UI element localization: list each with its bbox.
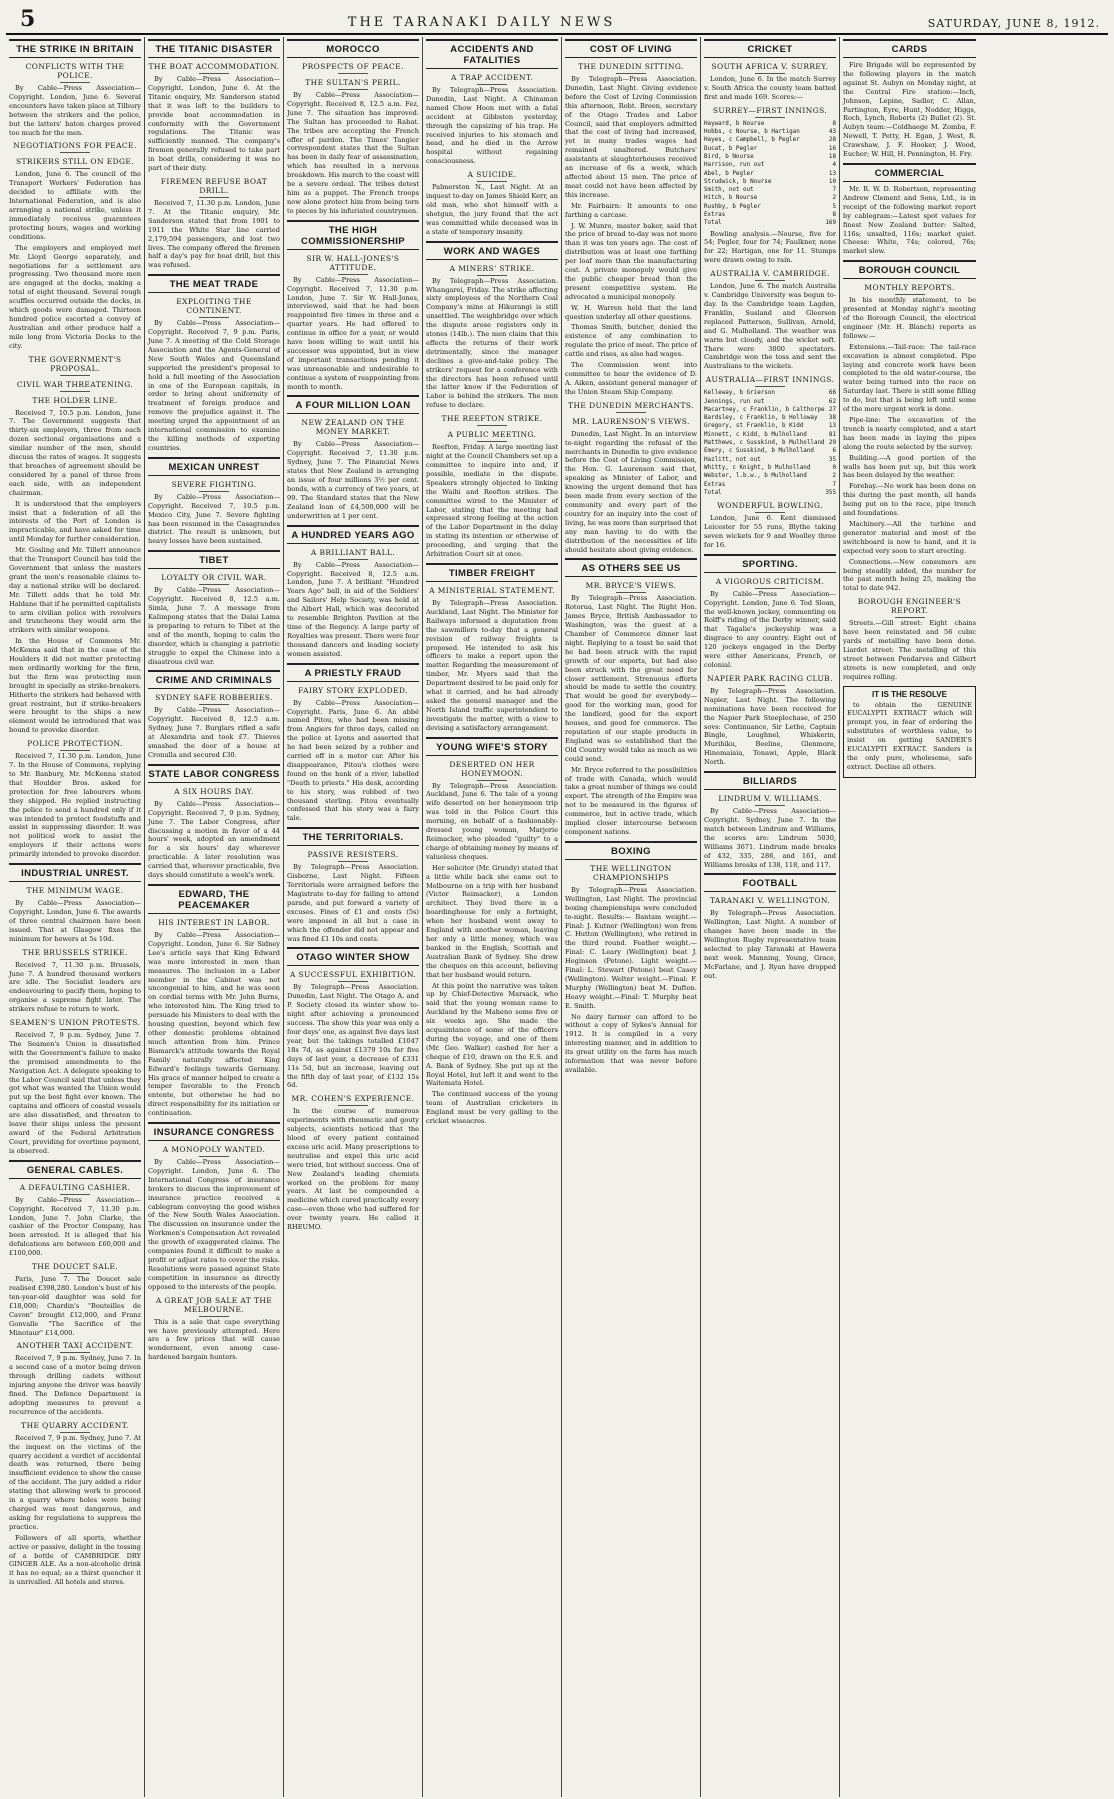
batsman: Hobbs, c Nourse, b Hartigan bbox=[704, 129, 800, 136]
subheading: A PUBLIC MEETING. bbox=[426, 430, 558, 442]
subheading: A BRILLIANT BALL. bbox=[287, 548, 419, 560]
score-row bbox=[704, 153, 836, 161]
column bbox=[145, 37, 284, 1797]
article-headline: CRICKET bbox=[704, 39, 836, 58]
paragraph: Thomas Smith, butcher, denied the existence of any combination to regulate the price of meat. The price of cattle and rises, as also had wages. bbox=[565, 323, 697, 359]
article-headline: INDUSTRIAL UNREST. bbox=[9, 863, 141, 882]
paragraph: It is understood that the employers insist that a federation of all the interests of the Port of London is impracticable, and have asked for time until Monday for further consideration. bbox=[9, 499, 141, 544]
article bbox=[287, 39, 419, 216]
batsman: Smith, not out bbox=[704, 187, 754, 194]
article bbox=[565, 39, 697, 397]
article bbox=[565, 841, 697, 1075]
batsman: Emery, c Susskind, b Mulholland bbox=[704, 448, 814, 455]
paragraph: Her solicitor (Mr. Grundy) stated that a little while back she came out to Melbourne on a trip with her husband (Victor Reimacker), a London architect. They lived there in a boardinghouse for only a fortnight, when her husband went away to England with another woman, leaving her only a little money, which was banked in the English, Scottish and Australian Bank of Sydney. She drew the cheques on this account, believing that her husband would return. bbox=[426, 863, 558, 979]
article bbox=[426, 39, 558, 237]
runs: 355 bbox=[825, 489, 836, 496]
column bbox=[284, 37, 423, 1797]
article bbox=[148, 457, 280, 546]
paragraph: In the course of numerous experiments with rheumatic and gouty subjects, scientists noticed that the blood of every patient contained excess uric acid. Many prescriptions to neutralise and expel this uric acid were tried, but without success. One of New Zealand's leading chemists worked on the problem for many years. At last he compounded a medicine which cured practically every case—even those who had suffered for over twenty years. He called it RHEUMO. bbox=[287, 1107, 419, 1232]
runs: 2 bbox=[832, 473, 836, 480]
score-row bbox=[704, 472, 836, 480]
paragraph: London, June 6. The council of the Transport Workers' Federation has decided to affiliate with the International Federation, and is also arranging a national strike, unless it immediately receives guarantees protecting hours, wages and working conditions. bbox=[9, 170, 141, 241]
score-row bbox=[704, 489, 836, 497]
runs: 7 bbox=[832, 481, 836, 488]
subheading: MONTHLY REPORTS. bbox=[843, 283, 976, 295]
subheading: THE SULTAN'S PERIL. bbox=[287, 78, 419, 90]
paragraph: By Cable—Press Association—Copyright. London, June 6. The awards of three central chairmen have been issued. That at Glasgow fixes the minimum for hewers at 5s 10d. bbox=[9, 899, 141, 943]
subheading: DESERTED ON HER HONEYMOON. bbox=[426, 760, 558, 781]
article-headline: CARDS bbox=[843, 39, 976, 58]
dateline: SATURDAY, JUNE 8, 1912. bbox=[927, 17, 1100, 30]
score-row bbox=[704, 161, 836, 169]
article bbox=[148, 274, 280, 453]
runs: 13 bbox=[828, 170, 836, 177]
paragraph: Mr. Fairbairn: It amounts to one farthing a carcase. bbox=[565, 201, 697, 219]
article bbox=[565, 401, 697, 555]
paragraph: By Cable—Press Association—Copyright. Received 8, 12.5 a.m. Sydney, June 7. Burglars rifled a safe at Alexandria and took £7. Thieves smashed the door of a house at Cronulla and secured £30. bbox=[148, 706, 280, 759]
subheading: A MINERS' STRIKE. bbox=[426, 264, 558, 276]
article bbox=[704, 771, 836, 869]
paragraph: By Telegraph—Press Association. Rotorua, Last Night. The Right Hon. James Bryce, British Ambassador to Washington, was the guest at a Chamber of Commerce dinner last night. Replying to a toast he said that he had been struck with the rapid growth of our exports, but had also been struck with the great need for closer settlement. Strenuous efforts should be made to settle the country. That would be good for everybody—good for the working man, good for the landlord, good for the export houses, and good for commerce. The reputation of our staple products in England was so established that the Old Country would take as much as we could send. bbox=[565, 594, 697, 763]
article bbox=[148, 39, 280, 270]
batsman: Total bbox=[704, 220, 722, 227]
paragraph: Building.—A good portion of the walls has been put up, but this work has been delayed by the weather. bbox=[843, 453, 976, 480]
column bbox=[6, 37, 145, 1797]
subheading: NEGOTIATIONS FOR PEACE. bbox=[9, 141, 141, 153]
article-headline: TIMBER FREIGHT bbox=[426, 563, 558, 582]
article bbox=[843, 163, 976, 256]
subheading: THE DUNEDIN SITTING. bbox=[565, 62, 697, 74]
column bbox=[701, 37, 840, 1797]
subheading: LINDRUM V. WILLIAMS. bbox=[704, 794, 836, 806]
paragraph: Connections.—New consumers are being steadily added, the number for the past month being 25, making the total to date 942. bbox=[843, 557, 976, 593]
article bbox=[843, 260, 976, 681]
score-row bbox=[704, 120, 836, 128]
paragraph: W. H. Warren held that the land question underlay all other questions. bbox=[565, 303, 697, 321]
article-headline: BOXING bbox=[565, 841, 697, 860]
paragraph: The continued success of the young team of Australian cricketers in England must be very galling to the cricket wiseacres. bbox=[426, 1090, 558, 1126]
article bbox=[287, 525, 419, 659]
article bbox=[9, 863, 141, 1156]
article-headline: YOUNG WIFE'S STORY bbox=[426, 737, 558, 756]
runs: 62 bbox=[828, 398, 836, 405]
article-headline: MEXICAN UNREST bbox=[148, 457, 280, 476]
runs: 8 bbox=[832, 120, 836, 127]
article-headline: BILLIARDS bbox=[704, 771, 836, 790]
subheading: THE REEFTON STRIKE. bbox=[426, 414, 558, 426]
paragraph: Received 7, 11.30 p.m. London, June 7. At the Titanic enquiry, Mr. Sanderson stated that from 1901 to 1911 the White Star line carried 2,179,594 passengers, and lost two lives. The company offered the firemen half a day's pay for boat drill, but this was refused. bbox=[148, 198, 280, 270]
subheading: AUSTRALIA V. CAMBRIDGE. bbox=[704, 269, 836, 281]
paragraph: Bowling analysis.—Nourse, five for 54; Pegler, four for 74; Faulkner, none for 22; Hartigan, one for 11. Stumps were drawn owing to rain. bbox=[704, 229, 836, 265]
subheading: HIS INTEREST IN LABOR. bbox=[148, 918, 280, 930]
subheading: ANOTHER TAXI ACCIDENT. bbox=[9, 1341, 141, 1353]
subheading: SYDNEY SAFE ROBBERIES. bbox=[148, 693, 280, 705]
article-headline: ACCIDENTS AND FATALITIES bbox=[426, 39, 558, 69]
subheading: THE WELLINGTON CHAMPIONSHIPS bbox=[565, 864, 697, 885]
paragraph: Received 7, 11.30 p.m. London, June 7. In the House of Commons, replying to Mr. Banbury, Mr. McKenna stated that Houlder Bros. asked for protection for free labourers whom they shipped. He replied instructing the police to send a hundred only if it was intended to protect foodstuffs and assist in suppressing disorder. It was not political work to assist the employers if their actions were primarily intended to provoke disorder. bbox=[9, 752, 141, 859]
subheading: A SIX HOURS DAY. bbox=[148, 787, 280, 799]
paragraph: Followers of all sports, whether active or passive, delight in the tossing of a bottle of CAMBRIDGE DRY GINGER ALE. As a non-alcoholic drink it has no equal; as a thirst quencher it is unrivalled. All hotels and stores. bbox=[9, 1533, 141, 1587]
score-row bbox=[704, 431, 836, 439]
runs: 43 bbox=[828, 129, 836, 136]
batsman: Bardsley, c Franklin, b Holloway bbox=[704, 415, 818, 422]
batsman: Hayes, c Campbell, b Pegler bbox=[704, 137, 800, 144]
paragraph: Received 7, 10.5 p.m. London, June 7. The Government suggests that thirty-six employers, three from each dozen sectional organisations and a similar number of the men, should discuss the rates of wages. It suggests that breaches of agreement should be considered by a panel of three from each side, with an independent chairman. bbox=[9, 408, 141, 497]
paragraph: By Cable—Press Association—Copyright. Received 8, 12.5 a.m. London, June 7. A brilliant "Hundred Years Ago" ball, in aid of the Soldiers' and Sailors' Help Society, was held at the Albert Hall, which was decorated to resemble Brighton Pavilion at the time of the Regency. A large party of Royalties was present. There were four thousand dancers and leading society women assisted. bbox=[287, 560, 419, 658]
article bbox=[287, 220, 419, 392]
paragraph: Mr. R. W. D. Robertson, representing Andrew Clement and Sons, Ltd., is in receipt of the following market report by cablegram:—Latest spot values for finest New Zealand butter: Salted, 116s; unsalted, 116s; market quiet. Cheese: White, 74s; colored, 76s; market slow. bbox=[843, 184, 976, 256]
subheading: SURREY—FIRST INNINGS. bbox=[704, 106, 836, 118]
score-row bbox=[704, 447, 836, 455]
subheading: BOROUGH ENGINEER'S REPORT. bbox=[843, 597, 976, 618]
article bbox=[704, 873, 836, 980]
article-headline: TIBET bbox=[148, 550, 280, 569]
article bbox=[426, 241, 558, 559]
paragraph: Received 7, 11.30 p.m. Brussels, June 7. A hundred thousand workers are idle. The Socialist leaders are endeavouring to pacify them, hoping to organise a supreme fight later. The strikers refuse to return to work. bbox=[9, 960, 141, 1014]
subheading: PASSIVE RESISTERS. bbox=[287, 850, 419, 862]
subheading: POLICE PROTECTION. bbox=[9, 739, 141, 751]
article bbox=[565, 558, 697, 836]
subheading: CONFLICTS WITH THE POLICE. bbox=[9, 62, 141, 83]
article-headline: OTAGO WINTER SHOW bbox=[287, 947, 419, 966]
paragraph: No dairy farmer can afford to be without a copy of Sykes's Annual for 1912. It is compiled in a very interesting manner, and in addition to its great utility on the farm has much information that was never before available. bbox=[565, 1012, 697, 1074]
subheading: A SUCCESSFUL EXHIBITION. bbox=[287, 970, 419, 982]
runs: 38 bbox=[828, 415, 836, 422]
article-headline: BOROUGH COUNCIL bbox=[843, 260, 976, 279]
article bbox=[843, 686, 976, 778]
score-row bbox=[704, 481, 836, 489]
subheading: SOUTH AFRICA V. SURREY. bbox=[704, 62, 836, 74]
paragraph: By Cable—Press Association—Copyright. Received 8, 12.5 a.m. Simla, June 7. A message from Kalimpong states that the Dalai Lama is preparing to return to Tibet at the end of the month, hoping to calm the disorder, which is changing a patriotic struggle to expel the Chinese into a disastrous civil war. bbox=[148, 586, 280, 666]
subheading: NEW ZEALAND ON THE MONEY MARKET. bbox=[287, 418, 419, 439]
article-headline: A PRIESTLY FRAUD bbox=[287, 663, 419, 682]
paragraph: Received 7, 9 p.m. Sydney, June 7. The Seamen's Union is dissatisfied with the Government's failure to make the promised amendments to the Navigation Act. A delegate speaking to the Labor Council said that unless they got what was wanted the Union would put up the best fight ever known. The captains and officers of coastal vessels are also dissatisfied, and threaten to leave their ships unless the present award of the Federal Arbitration Court, providing for overtime payment, is observed. bbox=[9, 1031, 141, 1155]
paper-title: THE TARANAKI DAILY NEWS bbox=[347, 15, 616, 30]
batsman: Harrison, run out bbox=[704, 162, 765, 169]
paragraph: By Cable—Press Association—Copyright. London, June 6. At the Titanic enquiry, Mr. Sanderson stated that it was left to the builders to provide boat accommodation in conformity with the Government regulations. The Titanic was sufficiently manned. The company's firemen generally refused to take part in boat drills, considering it was no part of their duty. bbox=[148, 75, 280, 173]
paragraph: London, June 6. In the match Surrey v. South Africa the county team batted first and made 169. Scores:— bbox=[704, 75, 836, 101]
paragraph: By Cable—Press Association—Copyright. Sydney, June 7. In the match between Lindrum and Williams, the scores are: Lindrum 5030, Williams 3671. Lindrum made breaks of 432, 335, 286, and 161, and Williams breaks of 138, 118, and 117. bbox=[704, 807, 836, 869]
paragraph: Forebay.—No work has been done on this during the past month, all hands being put on to the race, pipe trench and foundations. bbox=[843, 482, 976, 518]
article bbox=[287, 827, 419, 943]
advert-headline: IT IS THE RESOLVE bbox=[872, 689, 947, 699]
article bbox=[148, 764, 280, 880]
batsman: Matthews, c Susskind, b Mulholland bbox=[704, 440, 825, 447]
article-headline: THE MEAT TRADE bbox=[148, 274, 280, 293]
paragraph: By Cable—Press Association—Copyright. London, June 6. Tod Sloan, the well-known jockey, commenting on Rolff's riding of the Derby winner, said that Tagalie's jockeyship was a disgrace to any country. Eight out of 120 jockeys engaged in the Derby were either Americans, French, or colonial. bbox=[704, 589, 836, 669]
article bbox=[287, 663, 419, 824]
article bbox=[9, 1160, 141, 1587]
paragraph: At this point the narrative was taken up by Chief-Detective Marsack, who said that the young woman came to Auckland by the Maheno some five or six weeks ago. She made the acquaintance of some of the officers during the voyage, and one of them (Mr. Geo. Walker) cashed for her a cheque of £10, drawn on the E.S. and A. Bank of Sydney. She put up at the Royal Hotel, but left it and went to the Waitemata Hotel. bbox=[426, 981, 558, 1088]
batsman: Total bbox=[704, 489, 722, 496]
runs: 81 bbox=[828, 431, 836, 438]
runs: 10 bbox=[828, 178, 836, 185]
paragraph: Mr. Gosling and Mr. Tillett announce that the Transport Council has told the Government that unless the masters grant the men's reasonable claims to-day a national strike will be declared. Mr. Tillett adds that he told Mr. Haldane that if he permitted capitalists to arm civilian police with revolvers and truncheons they would arm the strikers with similar weapons. bbox=[9, 546, 141, 635]
runs: 4 bbox=[832, 162, 836, 169]
article-headline: THE TITANIC DISASTER bbox=[148, 39, 280, 58]
article bbox=[426, 563, 558, 733]
article-headline: THE STRIKE IN BRITAIN bbox=[9, 39, 141, 58]
paragraph: Pipe-line: The excavation of the trench is nearly completed, and a start has been made in laying the pipes along the route selected by the survey. bbox=[843, 416, 976, 451]
article bbox=[426, 737, 558, 1126]
article-headline: CRIME AND CRIMINALS bbox=[148, 670, 280, 689]
subheading: FIREMEN REFUSE BOAT DRILL. bbox=[148, 177, 280, 198]
runs: 13 bbox=[828, 423, 836, 430]
subheading: THE HOLDER LINE. bbox=[9, 396, 141, 408]
subheading: AUSTRALIA—FIRST INNINGS. bbox=[704, 375, 836, 387]
score-row bbox=[704, 389, 836, 397]
article-headline: MOROCCO bbox=[287, 39, 419, 58]
score-row bbox=[704, 170, 836, 178]
score-row bbox=[704, 456, 836, 464]
page-number: 5 bbox=[20, 6, 36, 32]
subheading: A VIGOROUS CRITICISM. bbox=[704, 577, 836, 589]
paragraph: By Cable—Press Association—Copyright. Received 7, 9 p.m. Paris, June 7. A meeting of the Cold Storage Association and the Agents-General of New South Wales and Queensland supported the president's proposal to hold a full meeting of the Association in one of the European capitals, in order to bring about uniformity of treatment of foreign produce and remove the prejudice against it. The meeting urged the appointment of an international commission to examine the killing methods of exporting countries. bbox=[148, 319, 280, 452]
article bbox=[843, 39, 976, 159]
score-table bbox=[704, 389, 836, 497]
article-headline: THE TERRITORIALS. bbox=[287, 827, 419, 846]
paragraph: This is a sale that cape everything we have previously attempted. Here are a few prices that will cause wonderment, even among case-hardened bargain hunters. bbox=[148, 1317, 280, 1362]
article-headline: FOOTBALL bbox=[704, 873, 836, 892]
article bbox=[148, 884, 280, 1118]
article-headline: WORK AND WAGES bbox=[426, 241, 558, 260]
paragraph: By Cable—Press Association—Copyright. Received 8, 12.5 a.m. Fez, June 7. The situation has improved. The Sultan has proceeded to Rabat. The tribes are accepting the French offer of pardon. The Times' Tangier correspondent states that the Sultan has been in daily fear of assassination, which has resulted in a nervous breakdown. His march to the coast will be a severe ordeal. The tribes detest him as a puppet. The French troops now alone protect him from being torn to pieces by his infuriated countrymen. bbox=[287, 91, 419, 215]
subheading: A TRAP ACCIDENT. bbox=[426, 73, 558, 85]
paragraph: By Telegraph—Press Association. Dunedin, Last Night. A Chinaman named Chow Hoon met with a fatal accident at Gibbston yesterday, through the capsizing of his trap. He received injuries to his stomach and head, and he died in the Arrow hospital without regaining consciousness. bbox=[426, 86, 558, 166]
batsman: Hazlitt, not out bbox=[704, 456, 761, 463]
article bbox=[287, 947, 419, 1232]
score-row bbox=[704, 145, 836, 153]
score-row bbox=[704, 422, 836, 430]
subheading: FAIRY STORY EXPLODED. bbox=[287, 686, 419, 698]
runs: 16 bbox=[828, 145, 836, 152]
paragraph: The Commission went into committee to hear the evidence of D. A. Aiken, assistant general manager of the Union Steam Ship Company. bbox=[565, 361, 697, 396]
subheading: EXPLOITING THE CONTINENT. bbox=[148, 297, 280, 318]
subheading: STRIKERS STILL ON EDGE. bbox=[9, 157, 141, 169]
article bbox=[704, 554, 836, 767]
batsman: Extras bbox=[704, 211, 726, 218]
score-row bbox=[704, 128, 836, 136]
runs: 0 bbox=[832, 464, 836, 471]
paragraph: to obtain the GENUINE EUCALYPTI EXTRACT which will prompt you, in fear of ordering the substitutes of worthless value, to insist on getting SANDER'S EUCALYPTI EXTRACT. Sanders is the only pure, wholesome, safe extract. Decline all others. bbox=[847, 700, 972, 771]
column bbox=[423, 37, 562, 1797]
paragraph: By Cable—Press Association—Copyright. Received 7, 11.30 p.m. London, June 7. Sir W. Hall-Jones, interviewed, said that he had been reappointed five times in three and a quarter years. He had offered to continue in office for a year, or would have been willing to wait until his successor was appointed, but in view of important transactions pending it was unreasonable and undesirable to continue a system of reappointing from month to month. bbox=[287, 275, 419, 391]
subheading: A GREAT JOB SALE AT THE MELBOURNE. bbox=[148, 1296, 280, 1317]
batsman: Bird, b Nourse bbox=[704, 153, 754, 160]
runs: 28 bbox=[828, 137, 836, 144]
paragraph: By Cable—Press Association—Copyright. Received 7, 11.30 p.m. London, June 7. John Clarke, the cashier of the Proctor Company, has been arrested. It is alleged that his defalcations are between £60,000 and £100,000. bbox=[9, 1195, 141, 1258]
paragraph: Palmerston N., Last Night. At an inquest to-day on James Shield Kerr, an old man, who shot himself with a shotgun, the jury found that the act was committed while deceased was in a state of temporary insanity. bbox=[426, 183, 558, 236]
paragraph: Received 7, 9 p.m. Sydney, June 7. At the inquest on the victims of the quarry accident a verdict of accidental death was returned, there being insufficient evidence to show the cause of the accident. The jury added a rider stating that allowing work to proceed in a quarry where holes were being charged was most dangerous, and asking for regulations to suppress the practice. bbox=[9, 1433, 141, 1531]
article-headline: COMMERCIAL bbox=[843, 163, 976, 182]
paragraph: By Telegraph—Press Association. Dunedin, Last Night. The Otago A. and P. Society closed its winter show to-night after achieving a pronounced success. The show this year was only a four days' one, as against five days last year, but the takings totalled £1047 18s 7d, as against £1379 10s for five days of last year, a decrease of £331 11s 5d, but an increase, leaving out the fifth day of last year, of £132 15s 6d. bbox=[287, 983, 419, 1090]
subheading: MR. COHEN'S EXPERIENCE. bbox=[287, 1094, 419, 1106]
paragraph: By Telegraph—Press Association. Napier, Last Night. The following nominations have been received for the Napier Park Steeplechase, of 250 sovs: Continuance, Sir Lethe, Captain Bingle, Loughnel, Whiskerin, Murihiku, Beeline, Glenmore, Hinemaiaia, Tonawi, Apple, Black North. bbox=[704, 686, 836, 767]
masthead bbox=[6, 8, 1108, 35]
subheading: THE MINIMUM WAGE. bbox=[9, 886, 141, 898]
batsman: Webster, l.b.w., b Mulholland bbox=[704, 473, 807, 480]
score-row bbox=[704, 136, 836, 144]
batsman: Ducat, b Pegler bbox=[704, 145, 758, 152]
paragraph: London, June 6. The match Australia v. Cambridge University was begun to-day. In the Cambridge team Lagden, Franklin, Susland and Gleerson replaced Patterson, Sullivan, Arnold, and G. Mulholland. The weather was warm but cloudy, and the wicket soft. There were 3000 spectators. Cambridge won the toss and sent the Australians to the wickets. bbox=[704, 282, 836, 371]
batsman: Hitch, b Nourse bbox=[704, 195, 758, 202]
score-table bbox=[704, 120, 836, 228]
paragraph: By Telegraph—Press Association. Gisborne, Last Night. Fifteen Territorials were arraigned before the Magistrate to-day for failing to attend parade, and put forward a variety of excuses. Fines of £1 and costs (5s) were imposed in all but a case in which the offender did not appear and was fined £1 10s and costs. bbox=[287, 863, 419, 943]
article-headline: THE HIGH COMMISSIONERSHIP bbox=[287, 220, 419, 250]
paragraph: Fire Brigade will be represented by the following players in the match against St. Aubyn on Monday night, at the Central Fire station:—Inch, Johnson, Lepine, Sadler, C. Allan, Partington, Eyre, Hunt, Nodder, Higgs, Roch, Lynch, Roberts (2) Bullet (2). St. Aubyn team:—Coldhaege M. Zomba, F. Newell, T. Petty, H. Egan, J. West, R. Crawshaw, J. F. Hooker, J. Wood, Eucher; W. Hill, H. Pennington, H. Fry. bbox=[843, 61, 976, 159]
batsman: Kelleway, b Grierson bbox=[704, 390, 775, 397]
batsman: Jennings, run out bbox=[704, 398, 765, 405]
score-row bbox=[704, 211, 836, 219]
score-row bbox=[704, 398, 836, 406]
score-row bbox=[704, 203, 836, 211]
paragraph: By Cable—Press Association—Copyright. London, June 6. Sir Sidney Lee's article says that King Edward was more interested in men than measures. The inclusion in a Labor member in the Cabinet was not uncongenial to him, and he was soon on cordial terms with Mr. John Burns, who interested him. The King tried to persuade his Ministers to deal with the housing question, beyond which few other domestic problems obtained much attention from him. Prince Bismarck's attitude towards the Royal Family naturally affected King Edward's feelings towards Germany. His grace of manner helped to create a temper favorable to the French entente, but otherwise he had no direct responsibility for its initiation or continuation. bbox=[148, 931, 280, 1118]
subheading: TARANAKI V. WELLINGTON. bbox=[704, 896, 836, 908]
article-headline: EDWARD, THE PEACEMAKER bbox=[148, 884, 280, 914]
runs: 5 bbox=[832, 203, 836, 210]
paragraph: By Cable—Press Association—Copyright. London, June 6. The International Congress of insurance brokers to discuss the improvement of insurance practice received a cablegram conveying the good wishes of the New South Wales Association. The discussion on insurance under the Workmen's Compensation Act revealed the growth of exaggerated claims. The companies found it difficult to make a profit or adjust rates to cover the risks. Resolutions were passed against State competition in insurance as directly opposed to the interests of the people. bbox=[148, 1158, 280, 1291]
score-row bbox=[704, 406, 836, 414]
paragraph: By Telegraph—Press Association. Wellington, Last Night. A number of changes have been made in the Wellington Rugby representative team selected to play Taranaki at Hawera next week. Manning, Young, Grace, McFarlane, and J. Ryan have dropped out. bbox=[704, 909, 836, 980]
runs: 35 bbox=[828, 456, 836, 463]
subheading: THE QUARRY ACCIDENT. bbox=[9, 1421, 141, 1433]
subheading: CIVIL WAR THREATENING. bbox=[9, 380, 141, 392]
runs: 169 bbox=[825, 220, 836, 227]
paragraph: Reefton, Friday. A large meeting last night at the Council Chambers set up a committee to inquire into and, if possible, mediate in the dispute. Speakers strongly objected to linking the Waihi and Reefton strikes. The committee wired to the Minister of Labor, stating that the meeting had expressed strong feeling at the action of the Labor Department in the delay in stating its intention or otherwise of proceeding, and urging that the Arbitration Court sit at once. bbox=[426, 443, 558, 559]
subheading: A MINISTERIAL STATEMENT. bbox=[426, 586, 558, 598]
score-row bbox=[704, 194, 836, 202]
batsman: Whitty, c Knight, b Mulholland bbox=[704, 464, 811, 471]
runs: 29 bbox=[828, 440, 836, 447]
paragraph: By Telegraph—Press Association. Dunedin, Last Night. Giving evidence before the Cost of Living Commission this afternoon, Robt. Breen, secretary of the Otago Trades and Labor Council, said that employers admitted that the cost of living had increased, yet in many trades wages had remained unaltered. Butchers' assistants at slaughterhouses received an increase of 6s a week, which affected about 15 men. The price of meat could not have been affected by this increase. bbox=[565, 75, 697, 199]
article bbox=[148, 1122, 280, 1362]
subheading: THE BRUSSELS STRIKE. bbox=[9, 948, 141, 960]
paragraph: Machinery.—All the turbine and generator material and most of the switchboard is now to hand, and it is expected very soon to start erecting. bbox=[843, 519, 976, 555]
subheading: A MONOPOLY WANTED. bbox=[148, 1145, 280, 1157]
paragraph: The employers and employed met Mr. Lloyd George separately, and negotiations for a settlement are progressing. Two thousand more men are engaged at the docks, making a total of eight thousand. Several rough scuffles occurred outside the docks, in which goods were damaged. Thirteen hundred police escorted a convoy of Australian and other produce half a mile long from Victoria Docks to the city. bbox=[9, 243, 141, 350]
paragraph: By Cable—Press Association—Copyright. Paris, June 6. An abbé named Pitou, who had been missing from Angiers for three days, called on the police at Lyons and asserted that he had been seized by a robber and carried off in a motor car. After his disappearance, Pitou's clothes were found on the bank of a river, labelled "Death to priests." His desk, according to his story, was robbed of two thousand sterling. Pitou eventually confessed that his story was a fairy tale. bbox=[287, 698, 419, 823]
batsman: Minnett, c Kidd, b Mulholland bbox=[704, 431, 807, 438]
paragraph: Mr. Bryce referred to the possibilities of trade with Canada, which would take a great number of things we could export. The strength of the Empire was not to be measured in the figures of commerce, but in active trade, which implied closer intercourse between component nations. bbox=[565, 765, 698, 836]
batsman: Macartney, c Franklin, b Calthorpe bbox=[704, 406, 825, 413]
subheading: A SUICIDE. bbox=[426, 170, 558, 182]
columns bbox=[6, 37, 1108, 1797]
paragraph: By Telegraph—Press Association. Wellington, Last Night. The provincial boxing championships were concluded to-night. Results:— Bantam weight.—Final: J. Kutner (Wellington) won from C. Hutton (Wellington), who retired in the third round. Feather weight.—Final: C. Leary (Wellington) beat J. Heginson (Petone). Light weight.—Final: L. Stewart (Petone) beat Casey (Wellington). Welter weight.—Final: F. Murphy (Wellington) beat M. Dufton. Heavy weight.—Final: T. Murphy beat E. Smith. bbox=[565, 885, 697, 1010]
paragraph: Streets.—Gill street: Eight chains have been reinstated and 56 cubic yards of metalling have been done. Liardet street: The metalling of this street between Pendarves and Gilbert streets is now completed, and only requires rolling. bbox=[843, 619, 976, 681]
paragraph: By Cable—Press Association—Copyright. London, June 6. Several encounters have taken place at Tilbury between the strikers and the police, but the latters' baton charges proved too much for the men. bbox=[9, 84, 141, 137]
article bbox=[287, 395, 419, 520]
batsman: Extras bbox=[704, 481, 726, 488]
column bbox=[840, 37, 979, 1797]
article-headline: INSURANCE CONGRESS bbox=[148, 1122, 280, 1141]
paragraph: Dunedin, Last Night. In an interview to-night regarding the refusal of the merchants in Dunedin to give evidence before the Cost of Living Commission, the Hon. G. Laurenson said that, speaking as Minister of Labor, and knowing the urgent demand that has been made from every section of the community and every part of the country for an inquiry into the cost of living, he was more than surprised that any man having to do with the distribution of the necessities of life should hesitate about giving evidence. bbox=[565, 429, 697, 554]
subheading: LOYALTY OR CIVIL WAR. bbox=[148, 573, 280, 585]
subheading: A DEFAULTING CASHIER. bbox=[9, 1183, 141, 1195]
subheading: WONDERFUL BOWLING. bbox=[704, 501, 836, 513]
subheading: THE DOUCET SALE. bbox=[9, 1262, 141, 1274]
paragraph: By Telegraph—Press Association. Auckland, Last Night. The Minister for Railways informed a deputation from the sawmillers to-day that a general revision of railway freights is proposed. He intended to ask his officers to make a report upon the matter. Regarding the measurement of timber, Mr. Myers said that the Department desired to be paid only for what it carried, and he had already asked the general manager and the North Island traffic superintendent to investigate the matter, with a view to devising a satisfactory arrangement. bbox=[426, 598, 558, 732]
subheading: MR. BRYCE'S VIEWS. bbox=[565, 581, 697, 593]
runs: 6 bbox=[832, 448, 836, 455]
article-headline: A HUNDRED YEARS AGO bbox=[287, 525, 419, 544]
subheading: MR. LAURENSON'S VIEWS. bbox=[565, 417, 697, 429]
paragraph: By Cable—Press Association—Copyright. Received 7, 10.5 p.m. Mexico City, June 7. Severe fighting has been resumed in the Casagrandes district. The result is unknown, but heavy losses have been sustained. bbox=[148, 492, 280, 546]
paragraph: J. W. Munro, master baker, said that the price of bread to-day was not more than it was ten years ago. The cost of distribution was at least one farthing per loaf more than the manufacturing cost. A private monopoly would give the public cheaper bread than the present competitive system. He advocated a municipal monopoly. bbox=[565, 221, 697, 301]
score-row bbox=[704, 178, 836, 186]
article-headline: COST OF LIVING bbox=[565, 39, 697, 58]
paragraph: In his monthly statement, to be presented at Monday night's meeting of the Borough Council, the electrical engineer (Mr. H. Blanch) reports as follows:— bbox=[843, 296, 976, 340]
subheading: NAPIER PARK RACING CLUB. bbox=[704, 674, 836, 686]
score-row bbox=[704, 186, 836, 194]
score-row bbox=[704, 219, 836, 227]
batsman: Abel, b Pegler bbox=[704, 170, 754, 177]
batsman: Strudwick, b Nourse bbox=[704, 178, 772, 185]
paragraph: By Cable—Press Association—Copyright. Received 7, 9 p.m. Sydney, June 7. The Labor Congress, after discussing a motion in favor of a 44 hours' week, adopted an amendment for a six hours' day wherever practicable. A later resolution was carried that, wherever practicable, five days should constitute a week's work. bbox=[148, 799, 280, 880]
paragraph: By Telegraph—Press Association. Whangarei, Friday. The strike affecting sixty employees of the Northern Coal Company's mine at Hikurangi is still unsettled. The weighbridge over which the dispute arose registers only in stones (14lb.). The men claim that this effects the returns of their work detrimentally, since the manager declines a give-and-take policy. The strikers' request for a conference with the directors has been refused until the latter know if the Federation of Labor is behind the strikers. The men refuse to declare. bbox=[426, 276, 558, 410]
score-row bbox=[704, 414, 836, 422]
paragraph: By Telegraph—Press Association. Auckland, June 6. The tale of a young wife deserted on her honeymoon trip was told in the Police Court this morning, on behalf of a fashionably-dressed young woman, Marjorie Reimacker, who pleaded "guilty" to a charge of obtaining money by means of valueless cheques. bbox=[426, 781, 559, 861]
score-row bbox=[704, 439, 836, 447]
article-headline: SPORTING. bbox=[704, 554, 836, 573]
score-row bbox=[704, 464, 836, 472]
runs: 66 bbox=[828, 390, 836, 397]
runs: 18 bbox=[828, 153, 836, 160]
subheading: THE BOAT ACCOMMODATION. bbox=[148, 62, 280, 74]
article bbox=[9, 39, 141, 859]
paragraph: London, June 6. Kent dismissed Leicester for 55 runs, Blythe taking seven wickets for 9 and Woolley three for 16. bbox=[704, 514, 836, 549]
column bbox=[562, 37, 701, 1797]
runs: 27 bbox=[828, 406, 836, 413]
subheading: SIR W. HALL-JONES'S ATTITUDE. bbox=[287, 254, 419, 275]
article bbox=[704, 39, 836, 550]
article-headline: A FOUR MILLION LOAN bbox=[287, 395, 419, 414]
subheading: THE DUNEDIN MERCHANTS. bbox=[565, 401, 697, 413]
paragraph: Extensions.—Tail-race: The tail-race excavation is almost completed. Pipe laying and concrete work have been completed to the old water-course, the water being turned into the race on Saturday last. There is still some filling to do, but that is being left until some of the more urgent work is done. bbox=[843, 342, 976, 414]
runs: 7 bbox=[832, 187, 836, 194]
subheading: SEAMEN'S UNION PROTESTS. bbox=[9, 1018, 141, 1030]
article-headline: GENERAL CABLES. bbox=[9, 1160, 141, 1179]
article bbox=[148, 550, 280, 666]
paragraph: Paris, June 7. The Doucet sale realised £398,280. London's bust of his ten-year-old daughter was sold for £18,000; Chardin's "Bouteilles de Cavon" brought £12,000, and Franz Gonvalle "The Sacrifice of the Minotaur" £14,000. bbox=[9, 1275, 141, 1337]
article-headline: STATE LABOR CONGRESS bbox=[148, 764, 280, 783]
paragraph: In the House of Commons Mr. McKenna said that in the case of the Houlders it did not matter protecting men ordinarily working for the firm, but the firm was protecting men brought in specially as strike-breakers. Hitherto the strikers had behaved with great restraint, but if strike-breakers were brought to the ships a new element would be introduced that was bound to provoke disorder. bbox=[9, 637, 141, 735]
article-headline: AS OTHERS SEE US bbox=[565, 558, 697, 577]
article bbox=[148, 670, 280, 759]
paragraph: By Cable—Press Association—Copyright. Received 7, 11.30 p.m. Sydney, June 7. The Financial News states that New Zealand is arranging an issue of four millions 3½ per cent. bonds, with a currency of two years, at 99. The Standard states that the New Zealand loan of £4,500,000 will be underwritten at 1 per cent. bbox=[287, 440, 419, 520]
batsman: Gregory, st Franklin, b Kidd bbox=[704, 423, 804, 430]
runs: 8 bbox=[832, 211, 836, 218]
paragraph: Received 7, 9 p.m. Sydney, June 7. In a second case of a motor being driven through drilling cadets without injuring anyone the driver was heavily fined. The Defence Department is adopting measures to prevent a recurrence of the accidents. bbox=[9, 1354, 141, 1416]
subheading: THE GOVERNMENT'S PROPOSAL. bbox=[9, 355, 141, 376]
subheading: PROSPECTS OF PEACE. bbox=[287, 62, 419, 74]
batsman: Hayward, b Nourse bbox=[704, 120, 765, 127]
subheading: SEVERE FIGHTING. bbox=[148, 480, 280, 492]
runs: 2 bbox=[832, 195, 836, 202]
batsman: Rushby, b Pegler bbox=[704, 203, 761, 210]
